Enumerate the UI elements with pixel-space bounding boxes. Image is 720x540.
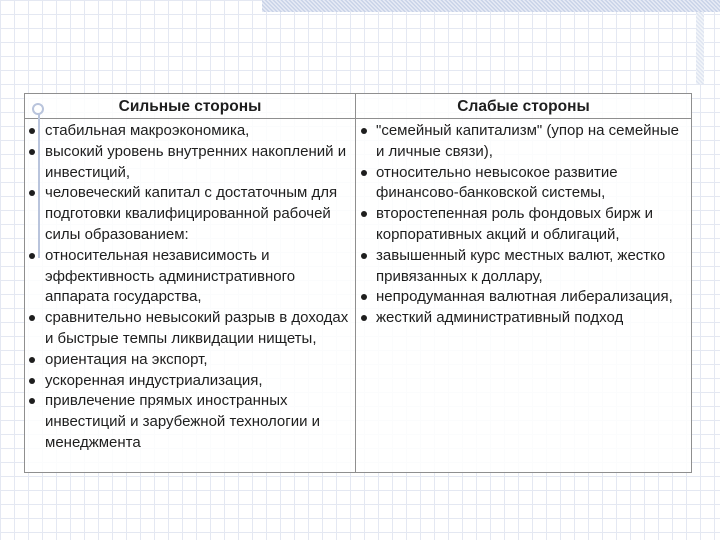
strength-text: привлечение прямых иностранных инвестиций и зарубежной технологии и менеджмента: [45, 392, 321, 451]
decorative-circle: [32, 103, 44, 115]
list-item: [25, 350, 353, 371]
strength-text: стабильная макроэкономика,: [45, 122, 250, 139]
bullet-icon: [29, 149, 35, 155]
bullet-icon: [361, 253, 367, 259]
strength-text: ускоренная индустриализация,: [45, 371, 263, 389]
top-decorative-bar: [262, 0, 720, 12]
weakness-text: жесткий административный подход: [376, 309, 624, 327]
list-item: [25, 246, 353, 308]
bullet-icon: [29, 253, 35, 259]
strengths-list: [25, 121, 353, 454]
bullet-icon: [29, 357, 35, 363]
bullet-icon: [361, 294, 367, 300]
list-item: [356, 308, 691, 329]
weakness-text: непродуманная валютная либерализация,: [376, 288, 673, 306]
strength-text: относительная независимость и эффективность административного аппарата государства,: [45, 246, 296, 306]
list-item: [356, 287, 691, 308]
list-item: [356, 204, 691, 246]
weakness-text: относительно невысокое развитие финансово-банковской системы,: [376, 163, 618, 202]
bullet-icon: [29, 190, 35, 196]
bullet-icon: [29, 315, 35, 321]
list-item: [25, 391, 353, 453]
swot-table: [24, 93, 692, 473]
header-separator: [25, 118, 691, 119]
strengths-heading: Сильные стороны: [118, 98, 262, 115]
bullet-icon: [29, 128, 35, 134]
bullet-icon: [361, 170, 367, 176]
weakness-text: "семейный капитализм" (упор на семейные и личные связи),: [376, 122, 679, 160]
list-item: [25, 371, 353, 392]
weaknesses-list: [356, 121, 691, 329]
bullet-icon: [361, 128, 367, 134]
list-item: [25, 121, 353, 142]
weakness-text: завышенный курс местных валют, жестко привязанных к доллару,: [376, 246, 666, 285]
list-item: [356, 246, 691, 288]
strength-text: человеческий капитал с достаточным для подготовки квалифицированной рабочей силы образованием:: [45, 184, 338, 243]
list-item: [25, 308, 353, 350]
right-decorative-bar: [696, 12, 704, 84]
weaknesses-heading: Слабые стороны: [457, 98, 590, 115]
strength-text: сравнительно невысокий разрыв в доходах и быстрые темпы ликвидации нищеты,: [45, 309, 349, 347]
bullet-icon: [361, 211, 367, 217]
list-item: [356, 121, 691, 163]
list-item: [25, 142, 353, 184]
decorative-vertical-line: [38, 108, 40, 258]
list-item: [356, 163, 691, 205]
bullet-icon: [29, 378, 35, 384]
bullet-icon: [29, 398, 35, 404]
weakness-text: второстепенная роль фондовых бирж и корпоративных акций и облигаций,: [376, 205, 654, 243]
bullet-icon: [361, 315, 367, 321]
list-item: [25, 183, 353, 245]
strength-text: ориентация на экспорт,: [45, 350, 208, 368]
strength-text: высокий уровень внутренних накоплений и инвестиций,: [45, 142, 347, 181]
